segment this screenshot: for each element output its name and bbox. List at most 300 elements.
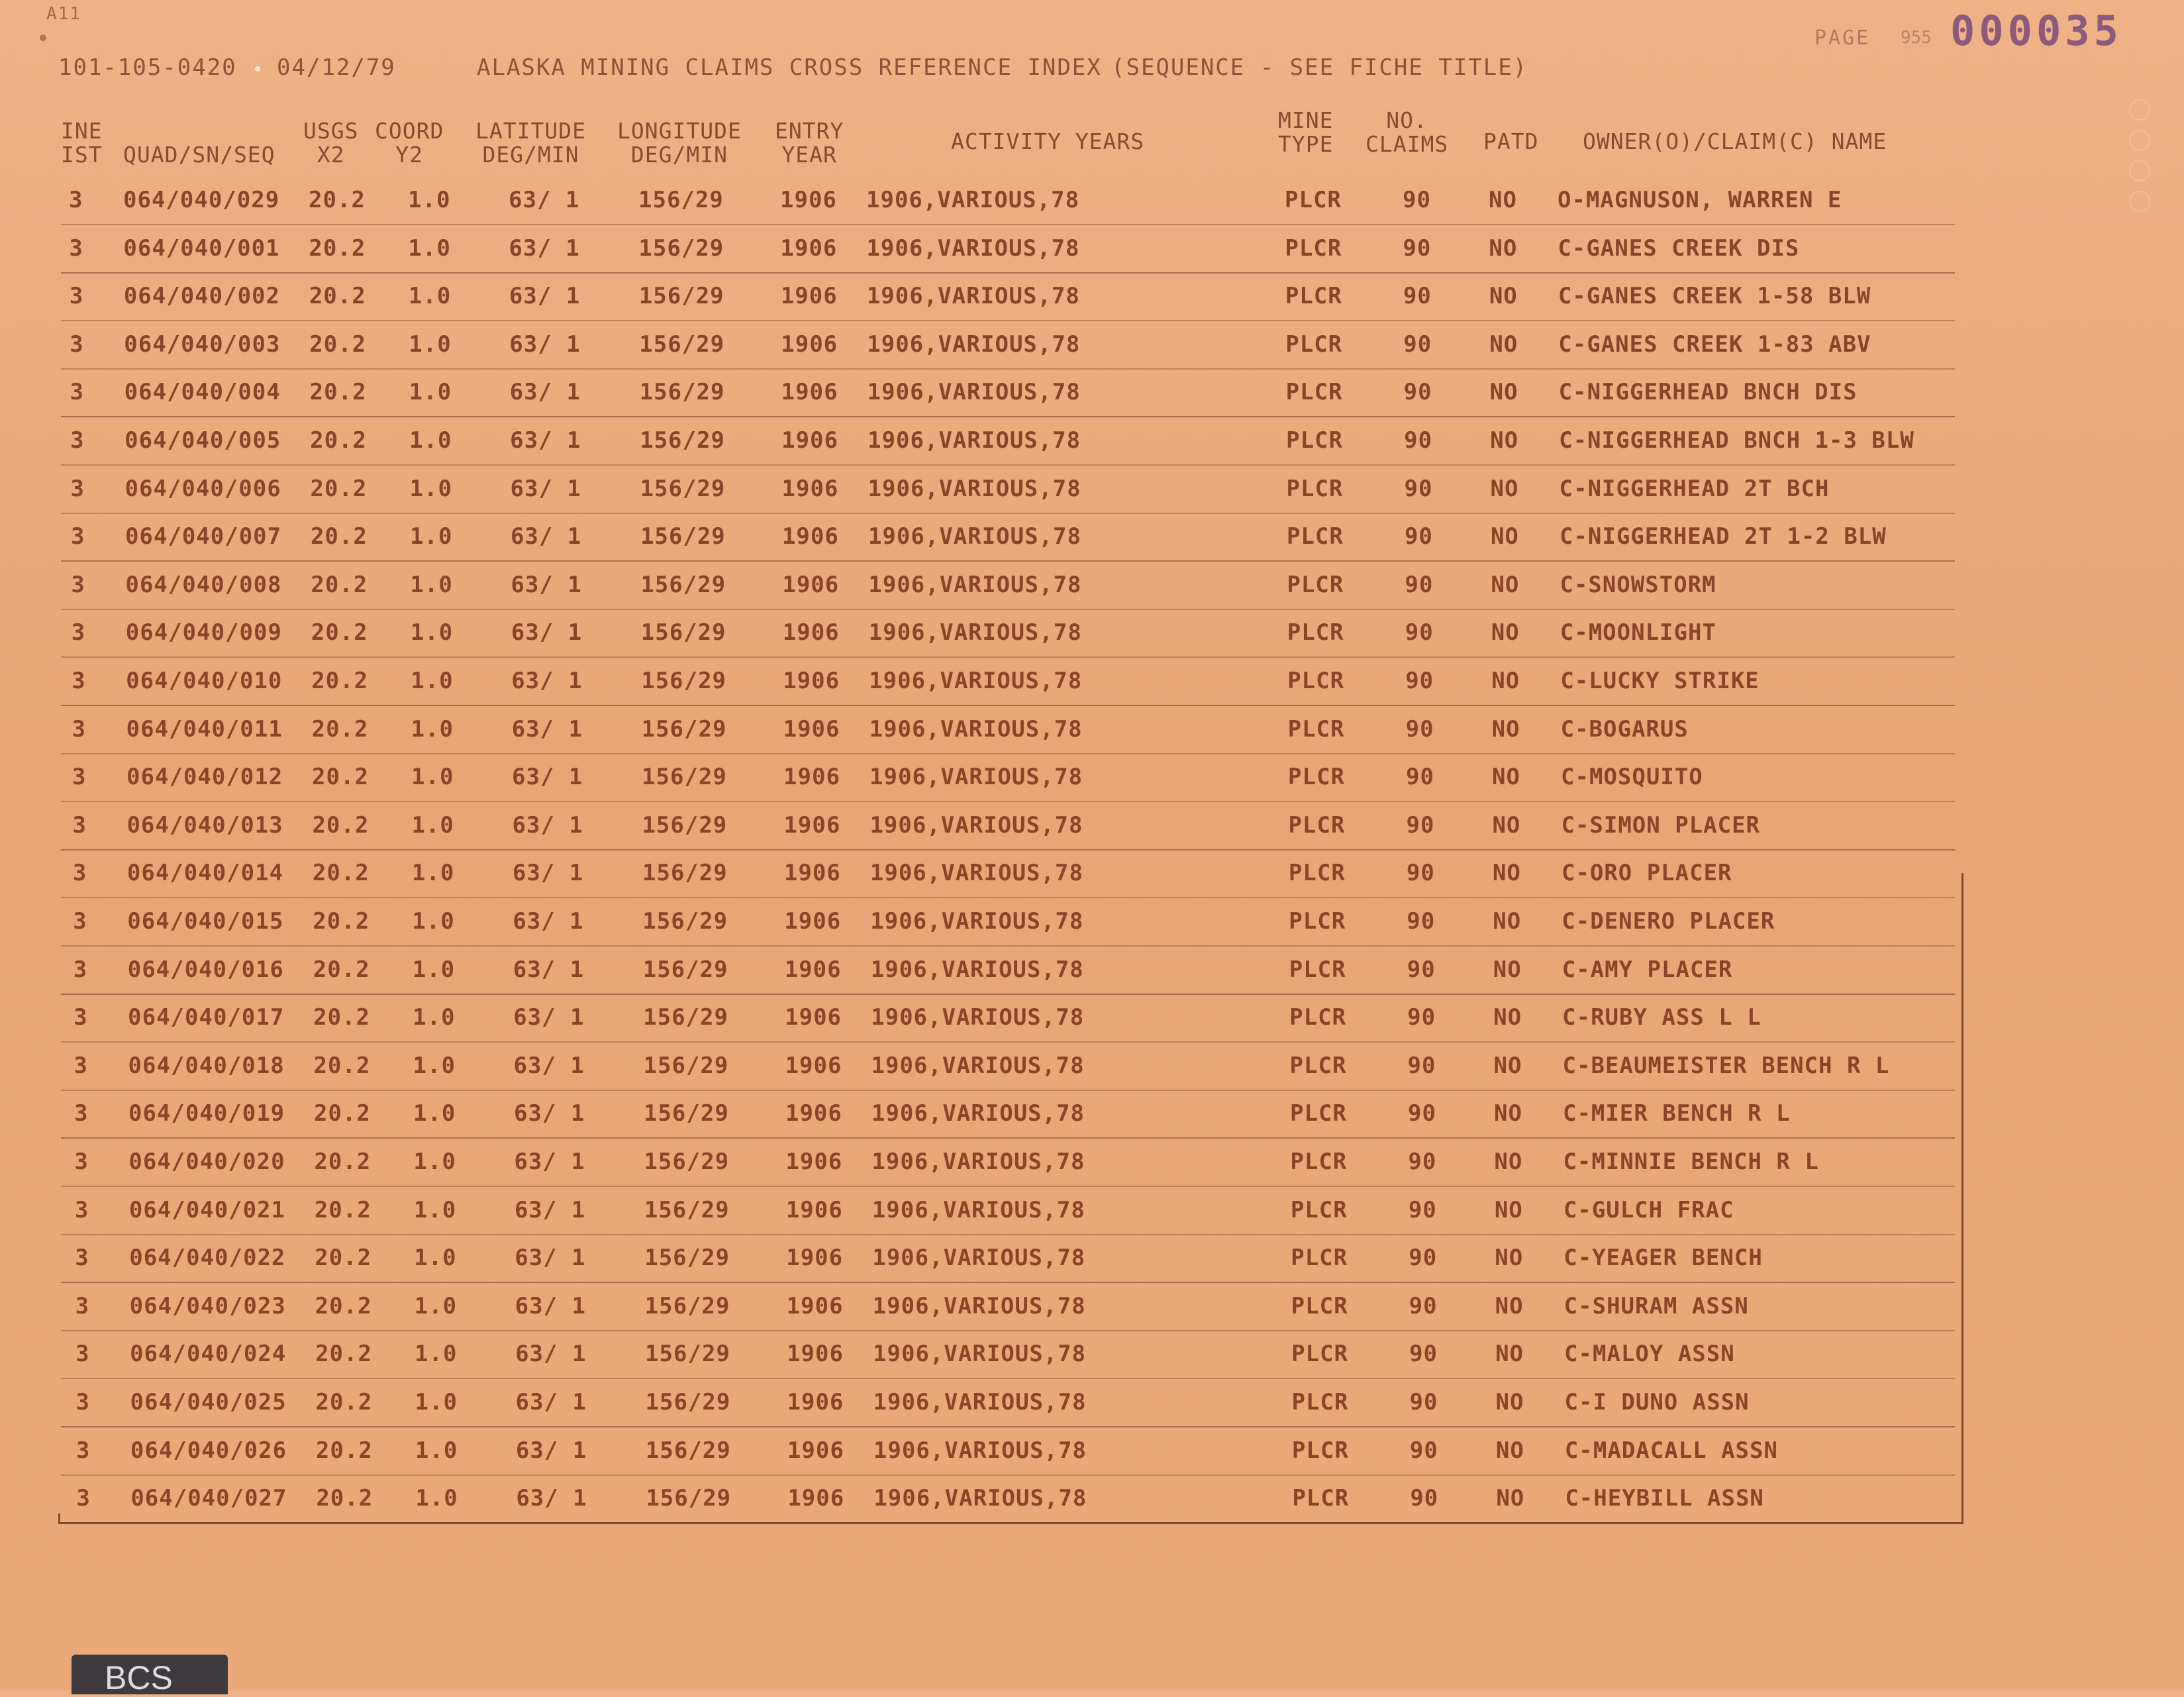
cell-x2: 20.2: [313, 1053, 371, 1079]
cell-lat: 63/ 1: [515, 1437, 587, 1464]
cell-quad: 064/040/025: [130, 1389, 287, 1415]
cell-quad: 064/040/013: [126, 812, 283, 839]
cell-entry: 1906: [781, 379, 838, 405]
cell-quad: 064/040/022: [129, 1245, 286, 1271]
row-rule: [61, 1186, 1955, 1187]
cell-quad: 064/040/010: [126, 668, 283, 694]
cell-line: 3: [70, 476, 85, 502]
cell-patd: NO: [1491, 619, 1520, 646]
cell-entry: 1906: [785, 1149, 843, 1175]
cell-lat: 63/ 1: [509, 283, 581, 309]
cell-patd: NO: [1493, 956, 1522, 983]
cell-line: 3: [74, 1197, 89, 1223]
cell-quad: 064/040/019: [128, 1100, 285, 1127]
cell-x2: 20.2: [311, 668, 369, 694]
cell-claims: 90: [1403, 331, 1432, 358]
cell-quad: 064/040/009: [125, 619, 282, 646]
cell-quad: 064/040/021: [128, 1197, 285, 1223]
cell-owner: C-MALOY ASSN: [1564, 1341, 1735, 1367]
cell-x2: 20.2: [315, 1389, 373, 1415]
cell-x2: 20.2: [310, 476, 368, 502]
cell-y2: 1.0: [408, 283, 452, 309]
cell-lon: 156/29: [640, 572, 726, 598]
cell-line: 3: [75, 1437, 91, 1464]
cell-entry: 1906: [780, 235, 838, 262]
cell-lat: 63/ 1: [510, 427, 581, 454]
cell-mine: PLCR: [1290, 1149, 1348, 1175]
cell-line: 3: [73, 908, 87, 935]
cell-line: 3: [74, 1100, 89, 1127]
cell-patd: NO: [1489, 379, 1518, 405]
cell-mine: PLCR: [1289, 1053, 1347, 1079]
cell-activity: 1906,VARIOUS,78: [870, 956, 1084, 983]
cell-y2: 1.0: [411, 716, 454, 743]
bcs-logo: [72, 1655, 228, 1694]
cell-activity: 1906,VARIOUS,78: [870, 908, 1084, 935]
cell-entry: 1906: [787, 1341, 844, 1367]
cell-activity: 1906,VARIOUS,78: [871, 1100, 1085, 1127]
cell-lon: 156/29: [644, 1149, 730, 1175]
table-row: [0, 476, 2184, 523]
col-header-patd: PATD: [1483, 129, 1539, 154]
cell-x2: 20.2: [311, 716, 369, 743]
cell-activity: 1906,VARIOUS,78: [871, 1053, 1085, 1079]
cell-quad: 064/040/015: [127, 908, 284, 935]
cell-line: 3: [75, 1293, 90, 1319]
cell-y2: 1.0: [414, 1293, 458, 1319]
cell-patd: NO: [1490, 427, 1519, 454]
table-row: [0, 1149, 2184, 1196]
row-rule: [61, 1090, 1955, 1091]
cell-entry: 1906: [785, 1004, 842, 1031]
col-header-activity: ACTIVITY YEARS: [951, 129, 1145, 154]
table-row: [0, 523, 2184, 571]
cell-lat: 63/ 1: [509, 187, 580, 213]
page-label: PAGE: [1814, 26, 1871, 50]
cell-activity: 1906,VARIOUS,78: [867, 331, 1081, 358]
cell-patd: NO: [1489, 283, 1518, 309]
cell-patd: NO: [1496, 1485, 1525, 1512]
cell-entry: 1906: [787, 1437, 844, 1464]
page-small-number: 955: [1901, 28, 1932, 48]
cell-owner: C-NIGGERHEAD 2T BCH: [1559, 476, 1830, 502]
cell-x2: 20.2: [309, 187, 366, 213]
cell-entry: 1906: [783, 812, 841, 839]
cell-x2: 20.2: [314, 1197, 372, 1223]
table-row: [0, 1245, 2184, 1292]
cell-entry: 1906: [781, 523, 839, 550]
cell-y2: 1.0: [409, 523, 453, 550]
cell-entry: 1906: [781, 476, 839, 502]
row-rule: [61, 945, 1955, 947]
table-row: [0, 283, 2184, 331]
cell-claims: 90: [1407, 1100, 1436, 1127]
cell-x2: 20.2: [315, 1245, 372, 1271]
col-header-mine: MINE TYPE: [1278, 107, 1334, 157]
cell-activity: 1906,VARIOUS,78: [869, 812, 1083, 839]
cell-claims: 90: [1403, 283, 1432, 309]
cell-lat: 63/ 1: [509, 379, 581, 405]
row-rule: [61, 609, 1955, 610]
cell-entry: 1906: [780, 283, 838, 309]
cell-patd: NO: [1491, 668, 1520, 694]
cell-lon: 156/29: [644, 1245, 730, 1271]
table-row: [0, 187, 2184, 234]
table-row: [0, 1004, 2184, 1052]
cell-owner: C-GANES CREEK DIS: [1558, 235, 1800, 262]
cell-activity: 1906,VARIOUS,78: [868, 523, 1081, 550]
row-rule: [61, 1426, 1955, 1427]
table-row: [0, 1197, 2184, 1245]
cell-mine: PLCR: [1285, 235, 1342, 262]
cell-owner: C-YEAGER BENCH: [1564, 1245, 1763, 1271]
cell-lon: 156/29: [645, 1437, 731, 1464]
cell-line: 3: [70, 379, 85, 405]
cell-owner: C-DENERO PLACER: [1562, 908, 1775, 935]
cell-entry: 1906: [787, 1485, 845, 1512]
cell-entry: 1906: [783, 668, 840, 694]
cell-owner: C-MOSQUITO: [1561, 764, 1703, 790]
col-header-entry: ENTRY YEAR: [775, 118, 844, 168]
cell-lat: 63/ 1: [516, 1485, 587, 1512]
table-border-right: [1961, 873, 1963, 1522]
cell-claims: 90: [1407, 956, 1436, 983]
cell-line: 3: [71, 619, 86, 646]
cell-mine: PLCR: [1289, 908, 1346, 935]
cell-x2: 20.2: [311, 619, 368, 646]
cell-mine: PLCR: [1291, 1437, 1349, 1464]
cell-entry: 1906: [784, 908, 842, 935]
cell-lon: 156/29: [646, 1485, 732, 1512]
cell-owner: C-NIGGERHEAD BNCH DIS: [1558, 379, 1858, 405]
table-row: [0, 427, 2184, 475]
cell-claims: 90: [1403, 187, 1431, 213]
cell-entry: 1906: [786, 1293, 844, 1319]
cell-lon: 156/29: [642, 764, 727, 790]
cell-x2: 20.2: [312, 764, 369, 790]
cell-lon: 156/29: [645, 1341, 730, 1367]
cell-quad: 064/040/005: [124, 427, 281, 454]
row-rule: [61, 1474, 1955, 1476]
cell-patd: NO: [1493, 908, 1522, 935]
cell-patd: NO: [1491, 572, 1520, 598]
cell-lon: 156/29: [638, 235, 724, 262]
cell-lat: 63/ 1: [510, 523, 582, 550]
cell-mine: PLCR: [1290, 1197, 1348, 1223]
cell-patd: NO: [1491, 716, 1520, 743]
cell-mine: PLCR: [1288, 812, 1346, 839]
cell-entry: 1906: [784, 956, 842, 983]
cell-y2: 1.0: [410, 619, 454, 646]
cell-activity: 1906,VARIOUS,78: [868, 427, 1081, 454]
cell-claims: 90: [1409, 1293, 1438, 1319]
cell-entry: 1906: [780, 187, 837, 213]
cell-line: 3: [70, 523, 85, 550]
cell-patd: NO: [1495, 1293, 1524, 1319]
report-date: 04/12/79: [277, 54, 396, 81]
cell-mine: PLCR: [1285, 187, 1342, 213]
row-rule: [61, 320, 1955, 321]
cell-claims: 90: [1409, 1389, 1438, 1415]
cell-lat: 63/ 1: [515, 1341, 587, 1367]
cell-owner: C-BEAUMEISTER BENCH R L: [1562, 1053, 1890, 1079]
cell-lon: 156/29: [642, 956, 728, 983]
cell-line: 3: [70, 427, 85, 454]
cell-claims: 90: [1406, 764, 1434, 790]
cell-y2: 1.0: [411, 812, 454, 839]
col-header-lat: LATITUDE DEG/MIN: [475, 118, 586, 168]
cell-quad: 064/040/029: [123, 187, 280, 213]
cell-mine: PLCR: [1289, 1100, 1347, 1127]
cell-entry: 1906: [782, 572, 840, 598]
table-row: [0, 1437, 2184, 1485]
cell-owner: O-MAGNUSON, WARREN E: [1558, 187, 1842, 213]
row-rule: [61, 1282, 1955, 1283]
cell-activity: 1906,VARIOUS,78: [866, 187, 1080, 213]
cell-line: 3: [74, 1053, 89, 1079]
cell-activity: 1906,VARIOUS,78: [873, 1389, 1087, 1415]
cell-owner: C-HEYBILL ASSN: [1565, 1485, 1764, 1512]
cell-patd: NO: [1495, 1437, 1524, 1464]
table-row: [0, 331, 2184, 379]
cell-claims: 90: [1407, 1053, 1436, 1079]
cell-lat: 63/ 1: [510, 476, 581, 502]
table-row: [0, 1293, 2184, 1341]
cell-line: 3: [76, 1485, 91, 1512]
cell-owner: C-BOGARUS: [1560, 716, 1689, 743]
cell-activity: 1906,VARIOUS,78: [872, 1293, 1086, 1319]
cell-quad: 064/040/023: [129, 1293, 286, 1319]
cell-patd: NO: [1493, 1100, 1522, 1127]
cell-owner: C-LUCKY STRIKE: [1560, 668, 1760, 694]
cell-x2: 20.2: [310, 427, 367, 454]
cell-claims: 90: [1406, 812, 1435, 839]
cell-mine: PLCR: [1285, 331, 1343, 358]
cell-entry: 1906: [785, 1053, 842, 1079]
col-header-x2: USGS X2: [303, 118, 359, 168]
cell-mine: PLCR: [1287, 668, 1345, 694]
cell-quad: 064/040/024: [130, 1341, 287, 1367]
cell-quad: 064/040/006: [124, 476, 281, 502]
cell-activity: 1906,VARIOUS,78: [866, 235, 1080, 262]
cell-claims: 90: [1404, 523, 1433, 550]
cell-quad: 064/040/014: [126, 860, 284, 886]
cell-patd: NO: [1492, 764, 1520, 790]
cell-lon: 156/29: [640, 476, 726, 502]
cell-owner: C-NIGGERHEAD 2T 1-2 BLW: [1559, 523, 1887, 550]
cell-claims: 90: [1407, 1004, 1436, 1031]
cell-lat: 63/ 1: [513, 956, 585, 983]
cell-y2: 1.0: [413, 1004, 456, 1031]
cell-x2: 20.2: [316, 1485, 373, 1512]
cell-y2: 1.0: [409, 476, 452, 502]
cell-line: 3: [75, 1389, 90, 1415]
row-rule: [61, 656, 1955, 658]
cell-x2: 20.2: [310, 523, 368, 550]
bcs-logo-text: BCS: [105, 1659, 173, 1696]
cell-lon: 156/29: [641, 668, 727, 694]
cell-y2: 1.0: [415, 1341, 458, 1367]
cell-claims: 90: [1410, 1485, 1439, 1512]
cell-activity: 1906,VARIOUS,78: [867, 379, 1081, 405]
cell-y2: 1.0: [408, 235, 451, 262]
cell-lon: 156/29: [641, 716, 727, 743]
cell-activity: 1906,VARIOUS,78: [869, 668, 1083, 694]
cell-x2: 20.2: [309, 235, 366, 262]
cell-lat: 63/ 1: [509, 235, 580, 262]
col-header-owner: OWNER(O)/CLAIM(C) NAME: [1583, 129, 1887, 154]
row-rule: [61, 464, 1955, 466]
cell-x2: 20.2: [312, 812, 370, 839]
cell-owner: C-MIER BENCH R L: [1562, 1100, 1791, 1127]
cell-lat: 63/ 1: [513, 1004, 585, 1031]
cell-owner: C-GANES CREEK 1-83 ABV: [1558, 331, 1871, 358]
cell-x2: 20.2: [309, 283, 366, 309]
corner-mark: A11: [46, 4, 81, 24]
cell-line: 3: [70, 331, 84, 358]
cell-patd: NO: [1493, 1004, 1522, 1031]
cell-y2: 1.0: [410, 572, 453, 598]
cell-mine: PLCR: [1291, 1341, 1348, 1367]
cell-line: 3: [72, 668, 86, 694]
cell-quad: 064/040/011: [126, 716, 283, 743]
cell-entry: 1906: [782, 619, 840, 646]
cell-x2: 20.2: [315, 1293, 372, 1319]
cell-mine: PLCR: [1287, 572, 1344, 598]
cell-mine: PLCR: [1289, 1004, 1347, 1031]
row-rule: [61, 994, 1955, 995]
cell-y2: 1.0: [415, 1485, 458, 1512]
cell-patd: NO: [1495, 1245, 1524, 1271]
table-border-bottom: [58, 1522, 1963, 1524]
cell-lon: 156/29: [643, 1053, 729, 1079]
cell-mine: PLCR: [1292, 1485, 1350, 1512]
cell-owner: C-GANES CREEK 1-58 BLW: [1558, 283, 1871, 309]
cell-mine: PLCR: [1286, 476, 1344, 502]
cell-mine: PLCR: [1291, 1245, 1348, 1271]
cell-entry: 1906: [781, 331, 838, 358]
cell-owner: C-SHURAM ASSN: [1564, 1293, 1749, 1319]
cell-y2: 1.0: [411, 860, 455, 886]
table-row: [0, 572, 2184, 619]
cell-activity: 1906,VARIOUS,78: [873, 1341, 1087, 1367]
cell-quad: 064/040/008: [125, 572, 282, 598]
cell-line: 3: [69, 235, 83, 262]
cell-claims: 90: [1405, 619, 1434, 646]
cell-activity: 1906,VARIOUS,78: [866, 283, 1080, 309]
cell-claims: 90: [1409, 1341, 1438, 1367]
cell-lon: 156/29: [638, 283, 724, 309]
table-border-left-tick: [58, 1514, 60, 1524]
cell-lat: 63/ 1: [511, 668, 583, 694]
cell-mine: PLCR: [1285, 283, 1342, 309]
cell-quad: 064/040/018: [128, 1053, 285, 1079]
paper-speck: [40, 34, 46, 41]
cell-y2: 1.0: [415, 1437, 458, 1464]
row-rule: [61, 753, 1955, 754]
col-header-claims: NO. CLAIMS: [1365, 107, 1449, 157]
cell-activity: 1906,VARIOUS,78: [871, 1149, 1085, 1175]
cell-lon: 156/29: [643, 1100, 729, 1127]
cell-y2: 1.0: [409, 427, 452, 454]
cell-lat: 63/ 1: [512, 764, 583, 790]
cell-line: 3: [72, 764, 87, 790]
cell-y2: 1.0: [412, 956, 456, 983]
cell-line: 3: [71, 572, 85, 598]
row-rule: [61, 368, 1955, 370]
row-rule: [61, 560, 1955, 562]
cell-x2: 20.2: [313, 956, 370, 983]
cell-line: 3: [69, 283, 84, 309]
cell-y2: 1.0: [414, 1245, 457, 1271]
cell-owner: C-ORO PLACER: [1561, 860, 1732, 886]
cell-line: 3: [74, 1149, 89, 1175]
cell-owner: C-I DUNO ASSN: [1564, 1389, 1750, 1415]
cell-y2: 1.0: [408, 187, 451, 213]
cell-patd: NO: [1494, 1149, 1523, 1175]
cell-owner: C-GULCH FRAC: [1563, 1197, 1734, 1223]
cell-lon: 156/29: [644, 1197, 730, 1223]
table-row: [0, 908, 2184, 956]
cell-activity: 1906,VARIOUS,78: [873, 1437, 1087, 1464]
cell-entry: 1906: [787, 1389, 844, 1415]
cell-activity: 1906,VARIOUS,78: [869, 860, 1083, 886]
table-row: [0, 1389, 2184, 1437]
cell-owner: C-MADACALL ASSN: [1564, 1437, 1778, 1464]
cell-claims: 90: [1407, 908, 1436, 935]
row-rule: [61, 1330, 1955, 1331]
cell-entry: 1906: [783, 860, 841, 886]
row-rule: [61, 1137, 1955, 1139]
cell-x2: 20.2: [309, 379, 367, 405]
cell-x2: 20.2: [313, 908, 370, 935]
paper-speck: [255, 66, 260, 72]
row-rule: [61, 272, 1955, 274]
cell-quad: 064/040/001: [123, 235, 280, 262]
cell-y2: 1.0: [413, 1197, 457, 1223]
cell-lat: 63/ 1: [513, 1100, 585, 1127]
cell-claims: 90: [1403, 235, 1432, 262]
cell-y2: 1.0: [413, 1100, 456, 1127]
cell-line: 3: [72, 860, 87, 886]
cell-entry: 1906: [783, 716, 840, 743]
row-rule: [61, 849, 1955, 850]
cell-x2: 20.2: [315, 1437, 373, 1464]
cell-lon: 156/29: [644, 1293, 730, 1319]
cell-entry: 1906: [783, 764, 840, 790]
cell-lon: 156/29: [642, 812, 728, 839]
cell-claims: 90: [1403, 379, 1432, 405]
report-subtitle: (SEQUENCE - SEE FICHE TITLE): [1111, 54, 1528, 81]
cell-quad: 064/040/027: [130, 1485, 287, 1512]
table-row: [0, 619, 2184, 667]
cell-activity: 1906,VARIOUS,78: [869, 716, 1083, 743]
cell-owner: C-RUBY ASS L L: [1562, 1004, 1762, 1031]
col-header-quad: QUAD/SN/SEQ: [123, 142, 275, 168]
page-number: 000035: [1950, 7, 2122, 55]
table-row: [0, 956, 2184, 1004]
cell-mine: PLCR: [1285, 379, 1343, 405]
cell-y2: 1.0: [411, 764, 454, 790]
cell-y2: 1.0: [409, 331, 452, 358]
cell-mine: PLCR: [1289, 956, 1346, 983]
cell-line: 3: [75, 1341, 90, 1367]
cell-activity: 1906,VARIOUS,78: [873, 1485, 1087, 1512]
cell-claims: 90: [1406, 860, 1435, 886]
cell-y2: 1.0: [413, 1149, 456, 1175]
cell-lon: 156/29: [640, 523, 726, 550]
cell-quad: 064/040/026: [130, 1437, 287, 1464]
